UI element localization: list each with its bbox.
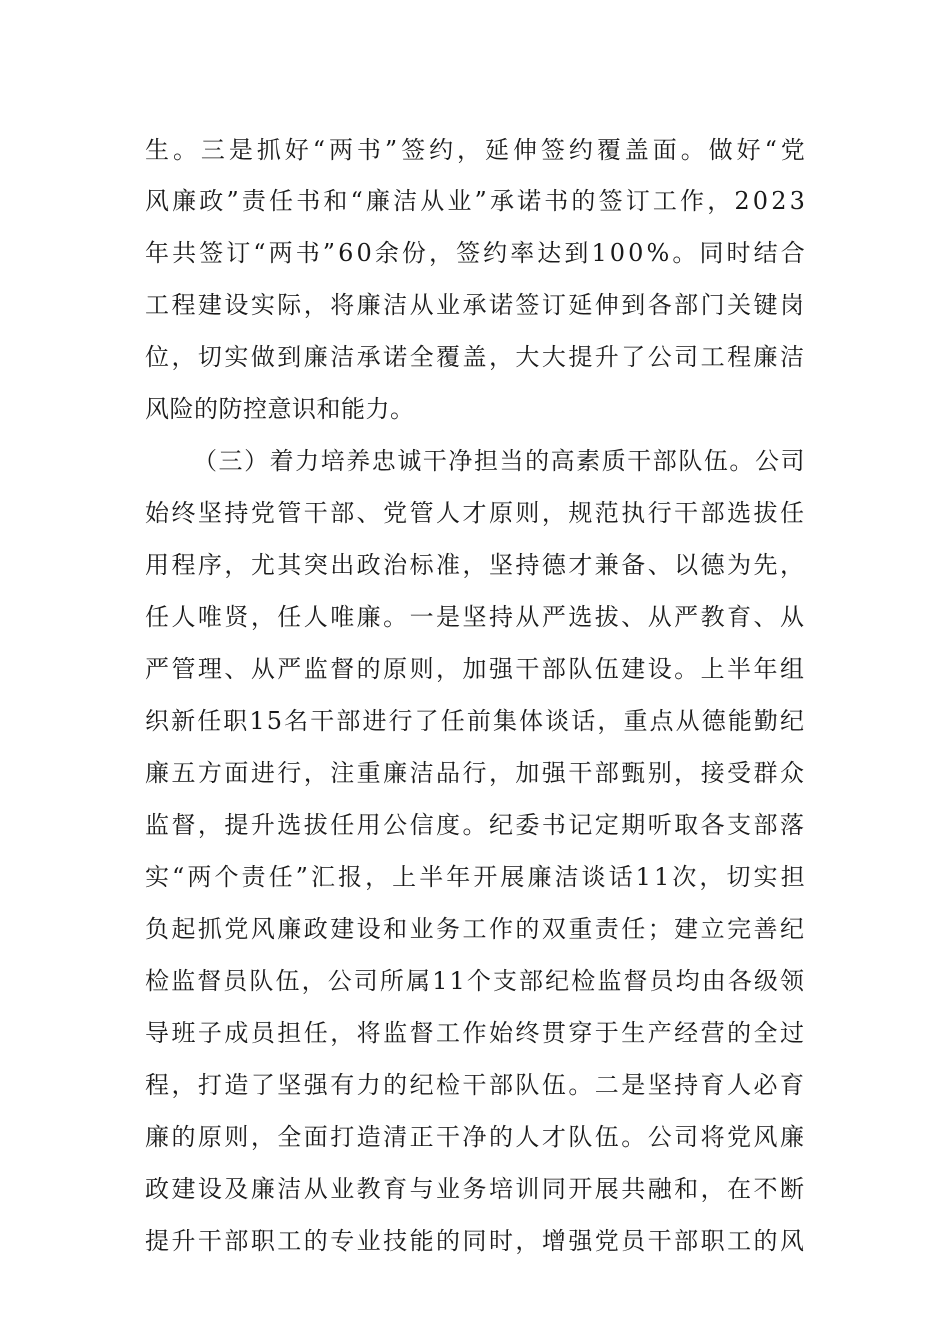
- text-line-21: 政建设及廉洁从业教育与业务培训同开展共融和，在不断: [145, 1175, 807, 1203]
- text-line-14: 监督，提升选拔任用公信度。纪委书记定期听取各支部落: [145, 811, 807, 839]
- text-line-5: 位，切实做到廉洁承诺全覆盖，大大提升了公司工程廉洁: [145, 343, 807, 371]
- text-line-13: 廉五方面进行，注重廉洁品行，加强干部甄别，接受群众: [145, 759, 807, 787]
- text-line-12: 织新任职15名干部进行了任前集体谈话，重点从德能勤纪: [145, 707, 807, 735]
- text-line-18: 导班子成员担任，将监督工作始终贯穿于生产经营的全过: [145, 1019, 807, 1047]
- text-line-2: 风廉政”责任书和“廉洁从业”承诺书的签订工作，2023: [145, 187, 809, 215]
- text-line-19: 程，打造了坚强有力的纪检干部队伍。二是坚持育人必育: [145, 1071, 807, 1099]
- text-line-20: 廉的原则，全面打造清正干净的人才队伍。公司将党风廉: [145, 1123, 807, 1151]
- text-line-11: 严管理、从严监督的原则，加强干部队伍建设。上半年组: [145, 655, 807, 683]
- text-line-7: （三）着力培养忠诚干净担当的高素质干部队伍。公司: [193, 447, 807, 475]
- text-line-4: 工程建设实际，将廉洁从业承诺签订延伸到各部门关键岗: [145, 291, 807, 319]
- text-line-15: 实“两个责任”汇报，上半年开展廉洁谈话11次，切实担: [145, 863, 808, 891]
- text-line-10: 任人唯贤，任人唯廉。一是坚持从严选拔、从严教育、从: [145, 603, 807, 631]
- text-line-16: 负起抓党风廉政建设和业务工作的双重责任；建立完善纪: [145, 915, 807, 943]
- text-line-3: 年共签订“两书”60余份，签约率达到100%。同时结合: [145, 239, 808, 267]
- text-line-22: 提升干部职工的专业技能的同时，增强党员干部职工的风: [145, 1227, 807, 1255]
- text-line-9: 用程序，尤其突出政治标准，坚持德才兼备、以德为先，: [145, 551, 807, 579]
- text-line-17: 检监督员队伍，公司所属11个支部纪检监督员均由各级领: [145, 967, 807, 995]
- text-line-6: 风险的防控意识和能力。: [145, 395, 415, 423]
- text-line-1: 生。三是抓好“两书”签约，延伸签约覆盖面。做好“党: [145, 136, 809, 164]
- text-line-8: 始终坚持党管干部、党管人才原则，规范执行干部选拔任: [145, 499, 807, 527]
